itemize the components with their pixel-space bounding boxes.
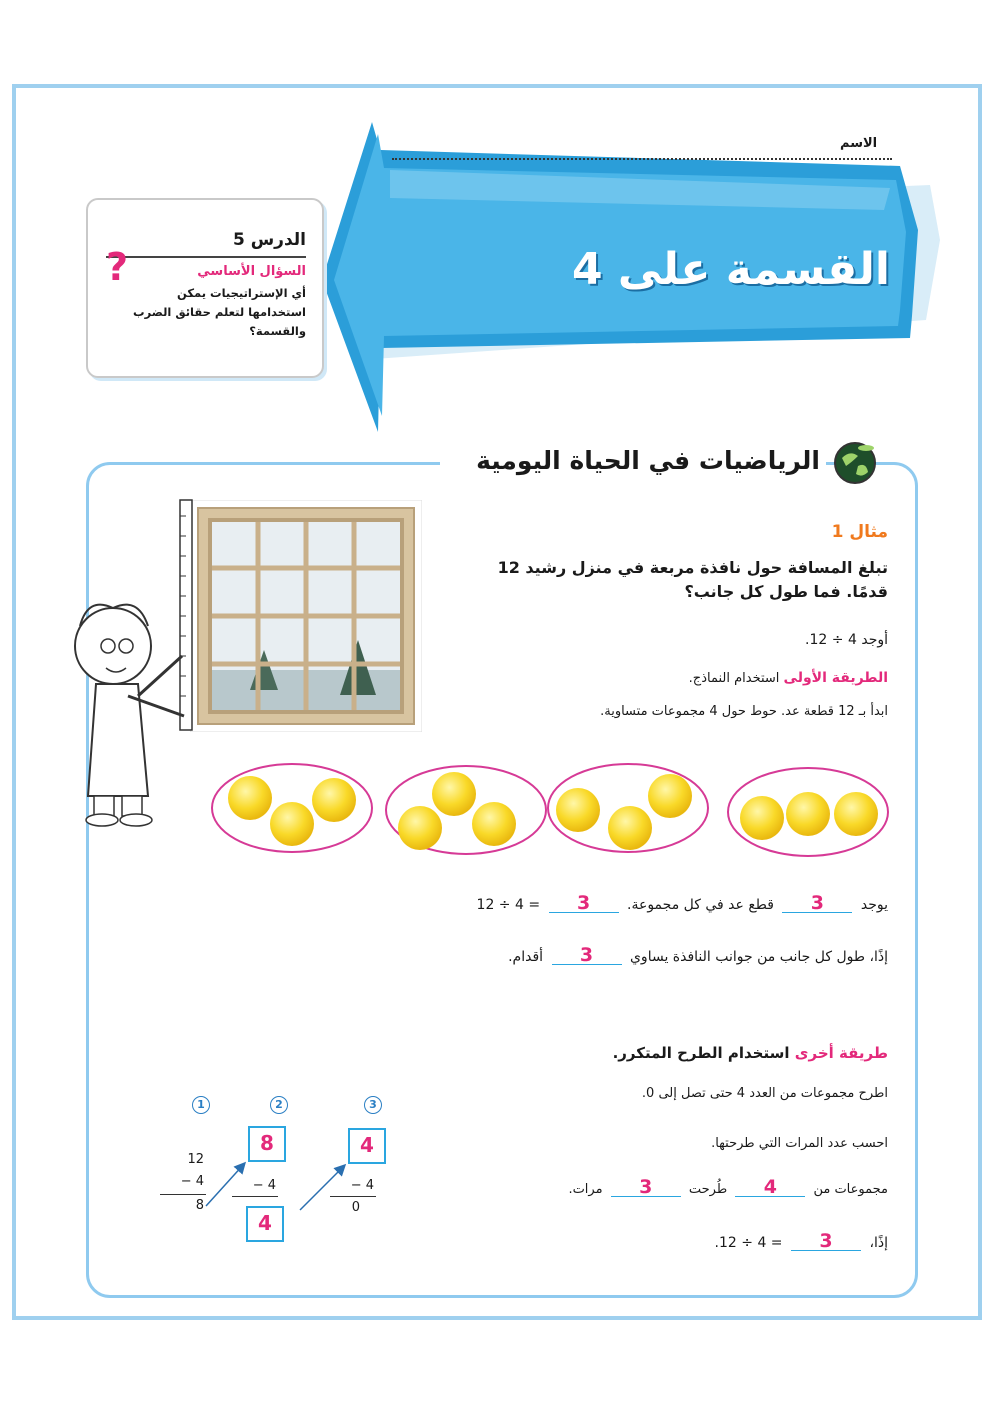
counter — [786, 792, 830, 836]
group-2 — [386, 766, 546, 854]
line2-answer-blank[interactable]: 3 — [552, 946, 622, 965]
zero-result: 0 — [351, 1200, 360, 1215]
counter — [648, 774, 692, 818]
answer-line-2 — [508, 946, 888, 965]
line3-answer-blank-2[interactable]: 3 — [611, 1178, 681, 1197]
method1-line — [689, 670, 888, 686]
counter — [556, 788, 600, 832]
counter — [472, 802, 516, 846]
step1-result: 8 — [195, 1198, 204, 1213]
line3-suffix: مرات. — [568, 1182, 603, 1197]
minus-4-step1: − 4 — [180, 1174, 204, 1189]
counter — [270, 802, 314, 846]
line1-answer-blank-2[interactable]: 3 — [549, 894, 619, 913]
another-way-text: استخدام الطرح المتكرر. — [612, 1044, 790, 1062]
section-title: الرياضيات في الحياة اليومية — [440, 446, 826, 475]
lesson-card — [86, 198, 324, 378]
example-label: مثال 1 — [831, 522, 888, 542]
essential-question-text: أي الإستراتيجيات يمكن استخدامها لتعلم حقائق الضرب والقسمة؟ — [133, 286, 306, 338]
window-picture — [190, 500, 422, 732]
step-number-3: 3 — [364, 1096, 382, 1114]
another-way-line — [613, 1044, 888, 1062]
question-mark-icon — [102, 244, 136, 288]
line2-suffix: أقدام. — [508, 949, 544, 965]
counter-groups — [200, 758, 900, 868]
box-answer-4-result[interactable]: 4 — [246, 1206, 284, 1242]
problem-text: تبلغ المسافة حول نافذة مربعة في منزل رشيد 12 قدمًا. فما طول كل جانب؟ — [497, 558, 888, 601]
name-line[interactable] — [392, 158, 892, 160]
line1-middle: قطع عد في كل مجموعة. — [627, 897, 774, 913]
another-way-label: طريقة أخرى — [794, 1044, 888, 1062]
line3-middle: طُرحت — [688, 1182, 728, 1197]
line1-prefix: يوجد — [860, 897, 888, 913]
counter — [834, 792, 878, 836]
box-answer-8[interactable]: 8 — [248, 1126, 286, 1162]
svg-text:?: ? — [106, 245, 129, 288]
minus-4-step3: − 4 — [350, 1178, 374, 1193]
box-answer-4[interactable]: 4 — [348, 1128, 386, 1164]
method1-text: استخدام النماذج. — [688, 671, 780, 686]
method1-label: الطريقة الأولى — [783, 670, 888, 686]
name-label: الاسم — [840, 136, 878, 151]
globe-icon — [832, 440, 878, 486]
line4-prefix: إذًا، — [869, 1235, 888, 1251]
line4-answer-blank[interactable]: 3 — [791, 1232, 861, 1251]
find-text: أوجد 4 ÷ 12. — [805, 632, 888, 648]
line2-prefix: إذًا، طول كل جانب من جوانب النافذة يساوي — [629, 949, 888, 965]
answer-line-1 — [477, 894, 888, 913]
start-value: 12 — [187, 1152, 204, 1167]
lesson-divider — [106, 256, 306, 258]
copyright-side-text — [940, 960, 950, 1260]
counter — [432, 772, 476, 816]
boy-measuring-illustration — [58, 496, 208, 836]
minus-4-step2: − 4 — [252, 1178, 276, 1193]
answer-line-4 — [715, 1232, 888, 1251]
counter — [740, 796, 784, 840]
lesson-number: الدرس 5 — [232, 230, 306, 250]
counter — [398, 806, 442, 850]
line3-answer-blank-1[interactable]: 4 — [735, 1178, 805, 1197]
essential-question-title: السؤال الأساسي — [197, 264, 306, 279]
line3-prefix: مجموعات من — [813, 1182, 888, 1197]
counter — [312, 778, 356, 822]
answer-line-3 — [568, 1178, 888, 1197]
counter — [608, 806, 652, 850]
begin-text: ابدأ بـ 12 قطعة عد. حوط حول 4 مجموعات متساوية. — [600, 704, 888, 719]
subtraction-instruction-2: احسب عدد المرات التي طرحتها. — [711, 1136, 888, 1151]
subtraction-arrows — [180, 1150, 380, 1220]
subtraction-instruction-1: اطرح مجموعات من العدد 4 حتى تصل إلى 0. — [641, 1086, 888, 1101]
step-number-1: 1 — [192, 1096, 210, 1114]
line1-equation: = 4 ÷ 12 — [476, 897, 541, 913]
page-title: القسمة على 4 — [571, 244, 890, 295]
line4-equation: = 4 ÷ 12. — [714, 1235, 783, 1251]
group-1 — [212, 764, 372, 852]
line1-answer-blank[interactable]: 3 — [782, 894, 852, 913]
counter — [228, 776, 272, 820]
group-4 — [728, 768, 888, 856]
step-number-2: 2 — [270, 1096, 288, 1114]
group-3 — [548, 764, 708, 852]
